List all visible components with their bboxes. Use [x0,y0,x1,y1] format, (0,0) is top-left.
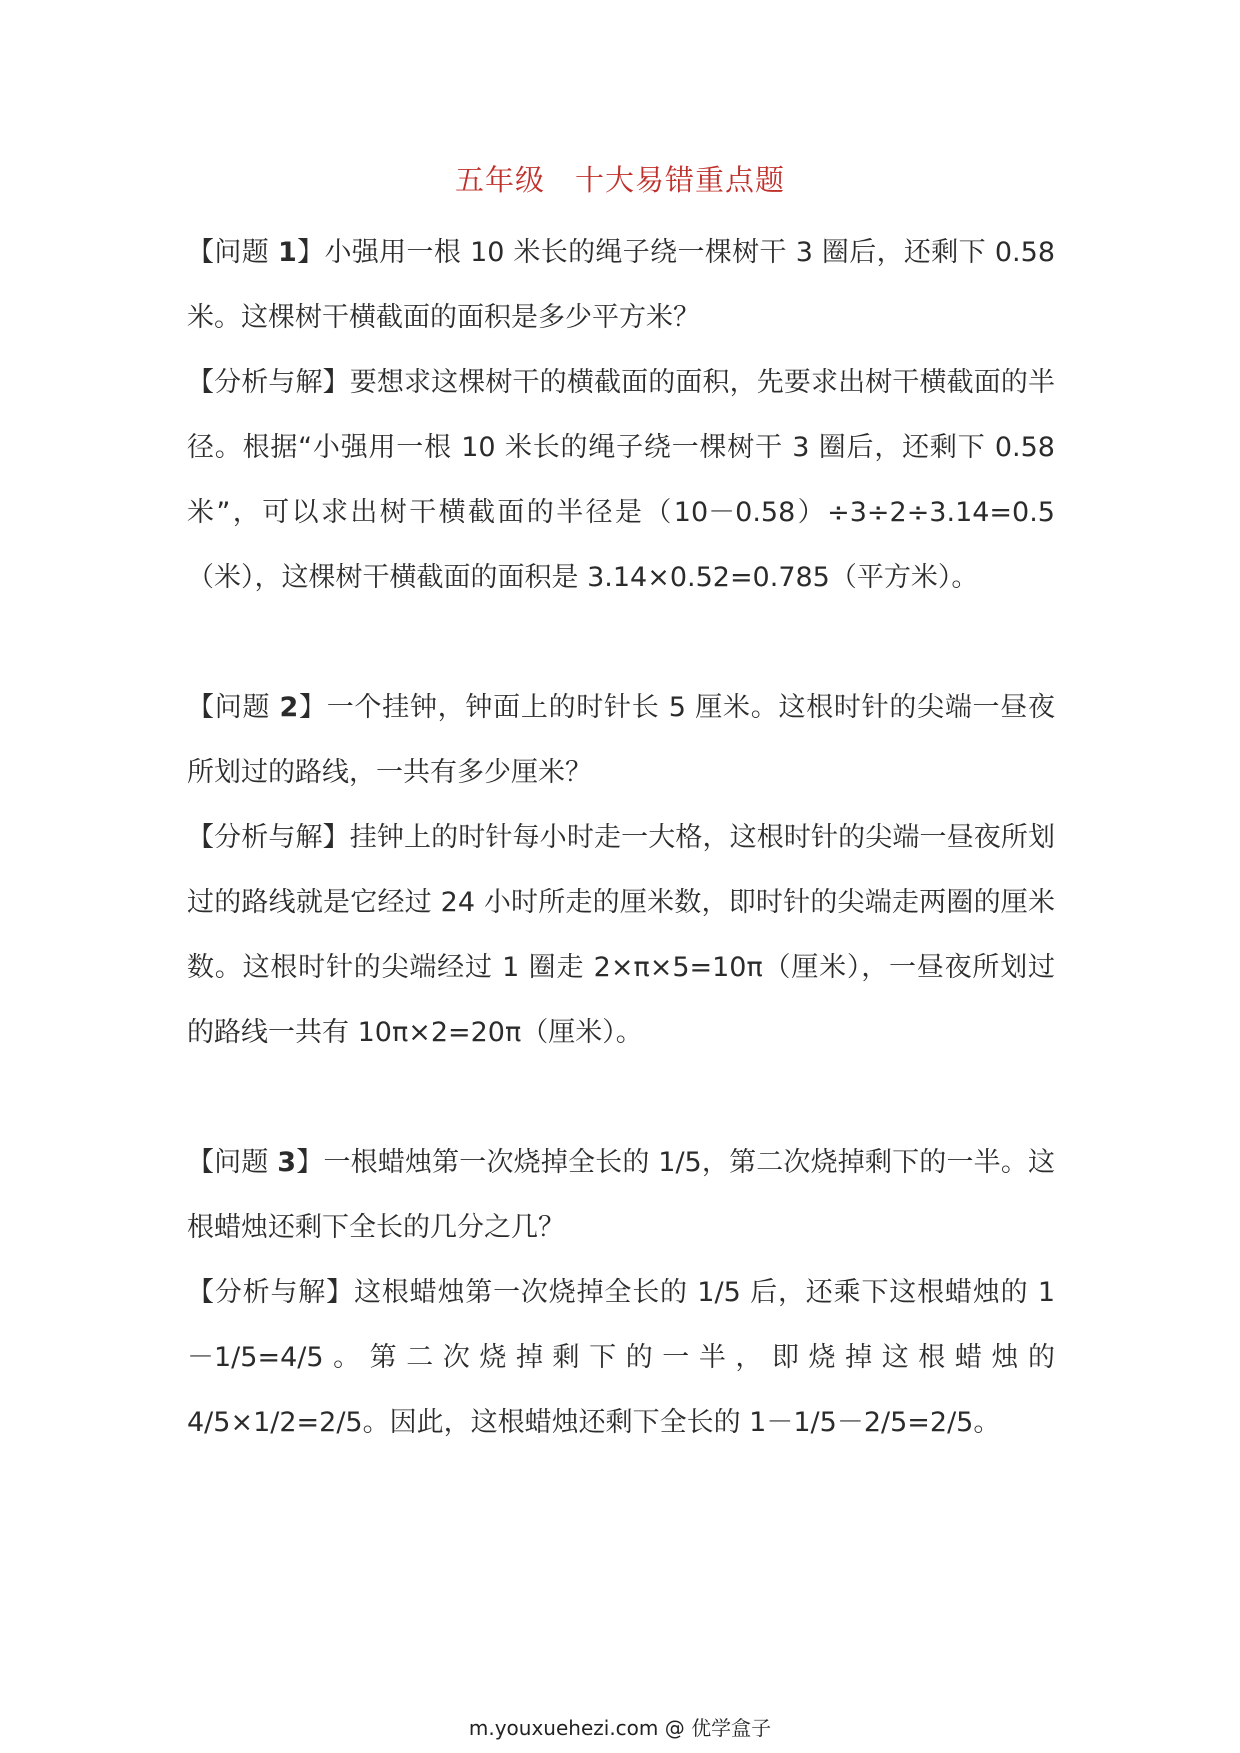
page-title: 五年级 十大易错重点题 [454,163,785,197]
problem-2-answer [187,805,1055,1065]
problem-1-answer-text: 要想求这棵树干的横截面的面积，先要求出树干横截面的半径。根据“小强用一根 10 米长的绳子绕一棵树干 3 圈后，还剩下 0.58 米”，可以求出树干横截面的半径是（10－0.58）÷3÷2÷3.14=0.5（米），这棵树干横截面的面积是 3.14×0.52=0.785（平方米）。 [187,367,1056,593]
document-body [187,220,1055,1455]
problem-1-answer [187,350,1055,610]
problem-3-question [187,1130,1055,1260]
problem-2-number: 2 [279,692,299,723]
problem-1-number: 1 [277,237,297,268]
problem-3-answer-text: 这根蜡烛第一次烧掉全长的 1/5 后，还乘下这根蜡烛的 1－1/5=4/5。第二次烧掉剩下的一半，即烧掉这根蜡烛的 4/5×1/2=2/5。因此，这根蜡烛还剩下全长的 1－1/5－2/5=2/5。 [187,1277,1055,1438]
problem-3-number: 3 [277,1147,297,1178]
problem-2-label: 【问题 2】 [187,692,327,723]
problem-2-answer-label: 【分析与解】 [187,822,350,853]
problem-3-answer [187,1260,1055,1455]
problem-1-answer-label: 【分析与解】 [187,367,350,398]
problem-3-text: 一根蜡烛第一次烧掉全长的 1/5，第二次烧掉剩下的一半。这根蜡烛还剩下全长的几分之几？ [187,1147,1055,1243]
footer-watermark[interactable]: m.youxuehezi.com @ 优学盒子 [468,1716,772,1740]
problem-2-question [187,675,1055,805]
problem-2-answer-text: 挂钟上的时针每小时走一大格，这根时针的尖端一昼夜所划过的路线就是它经过 24 小时所走的厘米数，即时针的尖端走两圈的厘米数。这根时针的尖端经过 1 圈走 2×π×5=10π（厘米），一昼夜所划过的路线一共有 10π×2=20π（厘米）。 [187,822,1056,1048]
problem-3-label: 【问题 3】 [187,1147,324,1178]
problem-1-text: 小强用一根 10 米长的绳子绕一棵树干 3 圈后，还剩下 0.58 米。这棵树干横截面的面积是多少平方米？ [187,237,1055,333]
problem-1-label: 【问题 1】 [187,237,325,268]
problem-3-answer-label: 【分析与解】 [187,1277,354,1308]
problem-2-text: 一个挂钟，钟面上的时针长 5 厘米。这根时针的尖端一昼夜所划过的路线，一共有多少厘米？ [187,692,1056,788]
problem-1-question [187,220,1055,350]
